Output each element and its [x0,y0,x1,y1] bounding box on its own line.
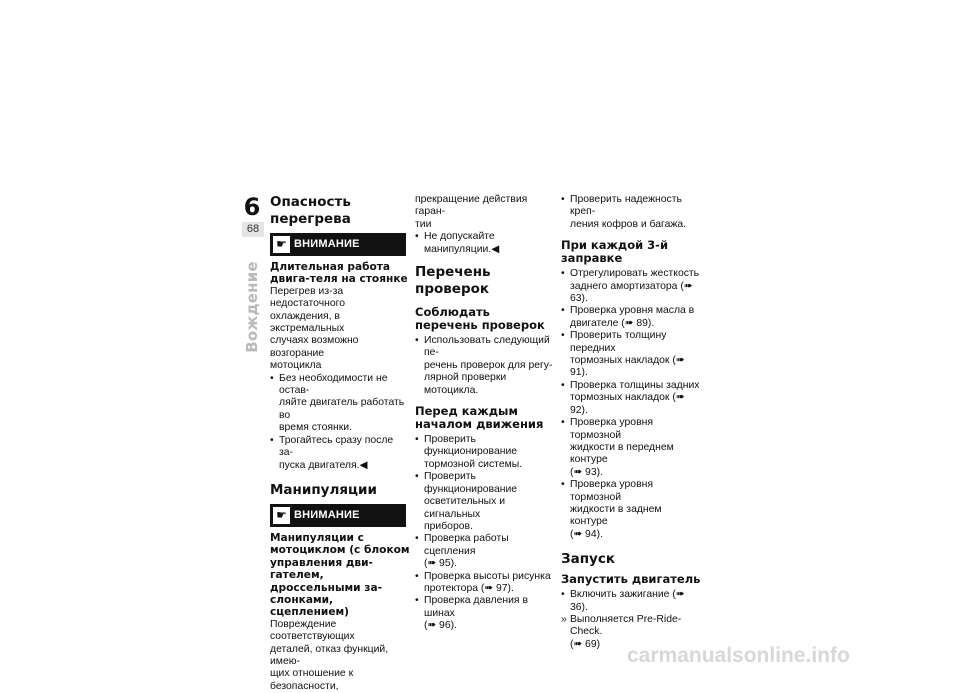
list-item: • Трогайтесь сразу после за- пуска двигателя.◀ [270,435,410,472]
text-line: Трогайтесь сразу после за- [279,434,394,459]
heading-overheating: Опасность перегрева [270,194,351,227]
before-ride-list-continued [561,194,701,231]
warning-text-1 [270,286,410,373]
text-line: случаях возможно возгорание [270,335,359,359]
text-line: Выполняется Pre-Ride-Check. [570,613,682,638]
text-line: Проверить функционирование [424,434,518,458]
warning-banner-1 [270,233,406,256]
text-line: тормозных накладок (➠ 92). [570,392,685,416]
chapter-title-vertical [241,262,263,352]
text-line: Повреждение соответствующих [270,618,355,643]
text-line: Проверка уровня тормозной [570,479,653,503]
subheading-every-third-refuel: При каждой 3-й заправке [561,238,669,266]
text-line: Проверка давления в шинах [424,595,528,619]
watermark: carmanualsonline.info [627,644,850,667]
text-line: жидкости в заднем контуре [570,503,662,528]
list-item: • Проверить надежность креп- ления кофров и багажа. [561,194,701,231]
text-line: Проверить функционирование [424,471,518,495]
subheading-before-ride: Перед каждым началом движения [415,404,544,432]
text-line: Проверка толщины задних [570,379,700,391]
start-engine-list [561,589,701,651]
text-line: Использовать следующий пе- [424,335,550,359]
text-line: Проверка работы сцепления [424,533,509,557]
list-item: » Выполняется Pre-Ride-Check. (➠ 69) [561,614,701,651]
text-line: жидкости в переднем контуре [570,441,674,466]
heading-start: Запуск [561,551,615,568]
text-line: время стоянки. [279,422,352,434]
list-item: • Проверить функционирование осветительных и сигнальных приборов. [415,471,555,533]
list-item: • Отрегулировать жесткость заднего амортизатора (➠ 63). [561,268,700,305]
list-item: • Без необходимости не остав- ляйте двигатель работать во время стоянки. [270,373,410,435]
subheading-start-engine: Запустить двигатель [561,572,701,587]
column-3 [561,194,701,651]
warning-title-2: Манипуляции с мотоциклом (с блоком управления дви-гателем, дроссельными за-слонками, сцеплением) [270,531,410,619]
text-line: щих отношение к безопасности, [270,668,354,692]
text-line: Проверить толщину передних [570,330,667,354]
warning-title-1: Длительная работа двига-теля на стоянке [270,261,408,286]
checklist-intro-list [415,335,555,397]
list-item: • Включить зажигание (➠ 36). [561,589,701,614]
text-line: ляйте двигатель работать во [279,397,405,421]
text-line: лярной проверки мотоцикла. [424,372,507,396]
list-item: • Использовать следующий пе- речень проверок для регу- лярной проверки мотоцикла. [415,335,555,397]
warning-hand-icon: ☛ [273,236,290,253]
warning-list-1 [270,373,410,472]
refuel-check-list [561,268,701,541]
list-item: • Проверить толщину передних тормозных накладок (➠ 91). [561,330,701,380]
list-item: • Проверка давления в шинах (➠ 96). [415,595,555,632]
text-line: тии [415,218,432,230]
text-line: Проверка уровня тормозной [570,417,653,441]
text-line: Проверка высоты рисунка [424,570,551,582]
text-line: (➠ 95). [424,558,457,570]
text-line: Перегрев из-за недостаточного [270,285,345,310]
text-line: ления кофров и багажа. [570,218,686,230]
warning-hand-icon: ☛ [273,507,290,524]
list-item: • Проверить функционирование тормозной системы. [415,434,555,471]
before-ride-list [415,434,555,633]
text-line: прекращение действия гаран- [415,194,528,218]
warning-banner-2 [270,504,406,527]
text-line: двигателе (➠ 89). [570,317,655,329]
text-line: осветительных и сигнальных [424,496,506,520]
list-item: • Проверка уровня тормозной жидкости в заднем контуре (➠ 94). [561,479,701,541]
list-item: • Проверка уровня масла в двигателе (➠ 89). [561,305,701,330]
warning-text-2-continued [415,194,555,231]
chapter-number: 6 [243,193,261,221]
subheading-follow-checklist: Соблюдать перечень проверок [415,305,545,333]
text-line: Проверить надежность креп- [570,194,682,218]
list-item: • Проверка работы сцепления (➠ 95). [415,533,555,570]
text-line: тормозных накладок (➠ 91). [570,355,685,379]
text-line: заднего амортизатора (➠ 63). [570,280,693,305]
text-line: приборов. [424,520,473,532]
column-1 [270,194,410,693]
text-line: Без необходимости не остав- [279,372,388,397]
heading-manipulations: Манипуляции [270,481,377,498]
text-line: мотоцикла [270,360,322,372]
text-line: деталей, отказ функций, имею- [270,643,389,667]
text-line: охлаждения, в экстремальных [270,310,345,335]
chapter-title: Вождение [243,261,261,353]
text-line: протектора (➠ 97). [424,582,514,594]
text-line: (➠ 69) [570,638,601,650]
warning-list-2 [415,231,555,256]
text-line: Включить зажигание (➠ 36). [570,589,685,613]
heading-checklist: Перечень проверок [415,264,491,298]
list-item: • Не допускайте манипуляции.◀ [415,231,500,255]
warning-label: ВНИМАНИЕ [294,238,360,251]
text-line: Отрегулировать жесткость [570,268,700,280]
text-line: (➠ 94). [570,528,603,540]
warning-text-2 [270,619,410,693]
chapter-tab [240,194,264,220]
list-item: • Проверка высоты рисунка протектора (➠ 97). [415,571,555,596]
text-line: пуска двигателя.◀ [279,459,368,471]
text-line: речень проверок для регу- [424,359,553,371]
text-line: (➠ 96). [424,620,457,632]
list-item: • Проверка толщины задних тормозных накладок (➠ 92). [561,379,700,416]
page-number: 68 [242,222,264,237]
text-line: тормозной системы. [424,458,523,470]
warning-label: ВНИМАНИЕ [294,509,360,522]
text-line: (➠ 93). [570,466,603,478]
column-2 [415,194,555,633]
text-line: Проверка уровня масла в [570,305,695,317]
list-item: • Проверка уровня тормозной жидкости в переднем контуре (➠ 93). [561,417,701,479]
